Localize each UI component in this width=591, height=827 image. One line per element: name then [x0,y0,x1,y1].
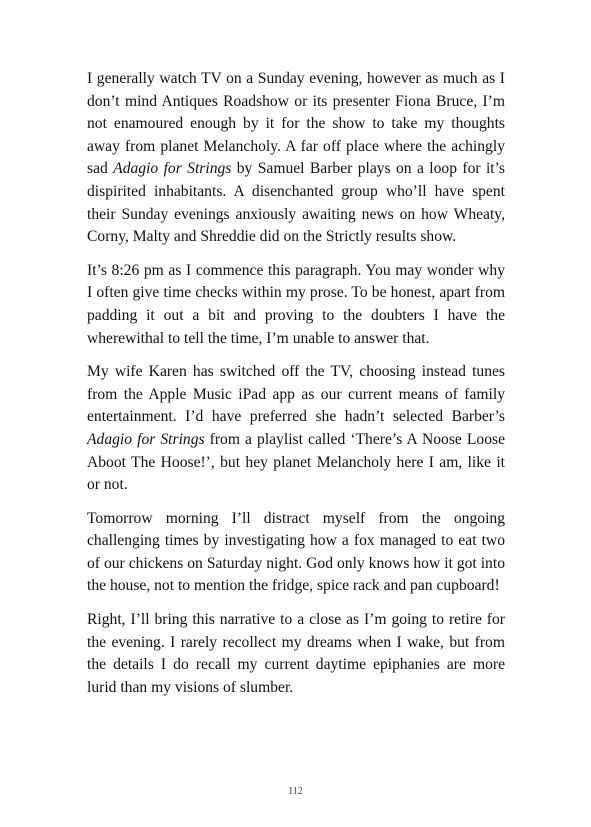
page-body [87,68,505,710]
paragraph-5 [87,609,505,699]
page-number: 112 [288,786,303,797]
paragraph-1-text-b: by Samuel Barber plays on a loop for it’s dispirited inhabitants. A disenchanted group who’ll have spent their Sunday evenings anxiously awaiting news on how Wheaty, Corny, Malty and Shreddie did on the Strictly results show. [87,160,506,246]
paragraph-1-title-italic: Adagio for Strings [113,160,232,178]
paragraph-2-text: It’s 8:26 pm as I commence this paragraph. You may wonder why I often give time checks within my prose. To be honest, apart from padding it out a bit and proving to the doubters I have the wherewithal to tell the time, I’m unable to answer that. [87,261,505,347]
paragraph-3-title-italic: Adagio for Strings [87,430,205,448]
paragraph-3 [87,361,505,497]
paragraph-3-text-b: from a playlist called ‘There’s A Noose Loose Aboot The Hoose!’, but hey planet Melancholy here I am, like it or not. [87,430,505,494]
paragraph-5-text: Right, I’ll bring this narrative to a close as I’m going to retire for the evening. I rarely recollect my dreams when I wake, but from the details I do recall my current daytime epiphanies are more lurid than my visions of slumber. [87,611,505,696]
paragraph-3-text-a: My wife Karen has switched off the TV, choosing instead tunes from the Apple Music iPad app as our current means of family entertainment. I’d have preferred she hadn’t selected Barber’s [87,363,505,426]
paragraph-4-text: Tomorrow morning I’ll distract myself from the ongoing challenging times by investigating how a fox managed to eat two of our chickens on Saturday night. God only knows how it got into the house, not to mention the fridge, spice rack and pan cupboard! [87,509,505,595]
paragraph-2 [87,260,505,350]
paragraph-1 [87,68,505,249]
paragraph-1-text-a: I generally watch TV on a Sunday evening, however as much as I don’t mind Antiques Roadshow or its presenter Fiona Bruce, I’m not enamoured enough by it for the show to take my thoughts away from planet Melancholy. A far off place where the achingly sad [87,70,505,178]
paragraph-4 [87,508,505,598]
